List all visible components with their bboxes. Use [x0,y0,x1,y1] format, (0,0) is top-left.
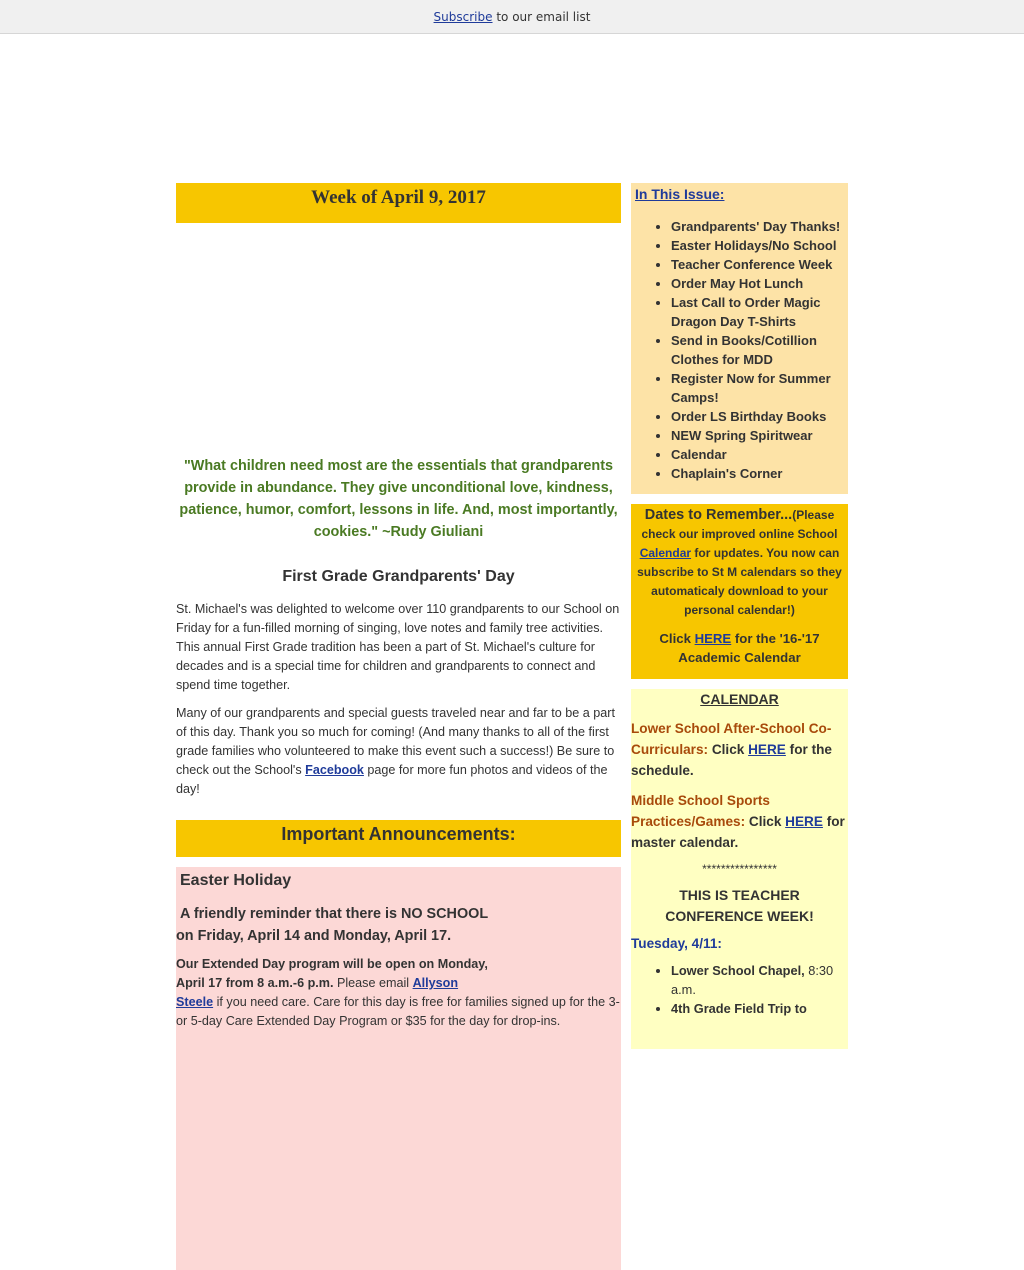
dates-heading: Dates to Remember... [644,507,793,523]
subscribe-link[interactable]: Subscribe [433,10,493,24]
article-paragraph-2 [176,704,621,799]
toc-item: • Calendar [671,445,848,464]
toc-item: • Easter Holidays/No School [671,236,848,255]
ls-click: Click [708,742,749,757]
ext-bold-1: Our Extended Day program will be open on Monday, [176,957,488,971]
toc-item: • Send in Books/Cotillion Clothes for MDD [671,331,848,369]
dates-text-2: for updates. You now can subscribe to St M calendars so they automaticaly download to your personal calendar!) [637,546,842,617]
quote: "What children need most are the essentials that grandparents provide in abundance. They give unconditional love, kindness, patience, humor, comfort, lessons in life. And, most importantly, cookies." ~Rudy Giuliani [179,458,618,540]
toc-item: • Register Now for Summer Camps! [671,369,848,407]
toc-item: • Order May Hot Lunch [671,274,848,293]
dates-to-remember-box [631,504,848,679]
event-name: Lower School Chapel, [671,963,805,978]
in-this-issue-box [631,183,848,494]
para2-text-end: page for more fun photos and videos of the day! [176,763,608,796]
ms-click: Click [745,814,786,829]
online-calendar-link[interactable]: Calendar [639,546,692,560]
in-this-issue-heading[interactable]: In This Issue: [635,186,725,202]
event-time: 8:30 a.m. [671,963,834,997]
ls-label: Lower School After-School Co-Curriculars: [631,721,832,757]
ms-master-calendar-here-link[interactable]: HERE [785,814,823,829]
toc-item: • Order LS Birthday Books [671,407,848,426]
dates-text-1: (Please check our improved online School [641,508,838,541]
ext-text-1: Please email [333,976,413,990]
calendar-event [671,961,848,999]
click-text: Click [659,631,695,646]
no-school-reminder [176,903,621,947]
easter-title: Easter Holiday [180,872,292,889]
extended-day-info [176,955,621,1031]
toc-item: • Chaplain's Corner [671,464,848,483]
event-name: 4th Grade Field Trip to [671,1001,807,1016]
toc-item: • Teacher Conference Week [671,255,848,274]
ms-after: for master calendar. [631,814,845,850]
divider-stars: **************** [702,862,777,876]
hero-image-placeholder [176,223,621,455]
easter-holiday-box [176,867,621,1270]
main-column [176,183,621,1270]
teacher-line-2: CONFERENCE WEEK! [665,908,814,924]
dates-intro [631,504,848,620]
calendar-events [631,961,848,1018]
subscribe-text: to our email list [496,10,591,24]
toc-item: • Last Call to Order Magic Dragon Day T-Shirts [671,293,848,331]
para2-text: Many of our grandparents and special guests traveled near and far to be a part of this day. Thank you so much for coming! (And many thanks to all of the first grade families who volunteered to make this event such a success!) Be sure to check out the School's [176,706,615,777]
ls-cocurriculars [631,718,848,781]
calendar-event [671,999,848,1018]
toc-list [631,217,848,483]
link-first-name: Allyson [412,976,459,990]
teacher-line-1: THIS IS TEACHER [679,887,800,903]
academic-calendar-text: for the '16-'17 Academic Calendar [678,631,820,665]
academic-calendar-here-link[interactable]: HERE [694,631,732,646]
article-title: First Grade Grandparents' Day [282,568,515,585]
calendar-title: CALENDAR [700,691,779,707]
link-last-name: Steele [176,995,214,1009]
calendar-box [631,689,848,1049]
article-paragraph-1: St. Michael's was delighted to welcome over 110 grandparents to our School on Friday for a fun-filled morning of singing, love notes and family tree activities. This annual First Grade tradition has been a part of St. Michael's culture for decades and is a special time for children and grandparents to connect and spend time together. [176,602,620,692]
calendar-day-heading: Tuesday, 4/11: [631,936,722,951]
toc-item: • NEW Spring Spiritwear [671,426,848,445]
reminder-line-2: on Friday, April 14 and Monday, April 17. [176,928,452,944]
week-title: Week of April 9, 2017 [176,183,621,223]
ext-bold-2: April 17 from 8 a.m.-6 p.m. [176,976,334,990]
facebook-link[interactable]: Facebook [305,763,364,777]
ls-after: for the schedule. [631,742,832,778]
reminder-line-1: A friendly reminder that there is NO SCHOOL [180,906,489,922]
ms-label: Middle School Sports Practices/Games: [631,793,770,829]
ls-schedule-here-link[interactable]: HERE [748,742,786,757]
academic-calendar-line [631,629,848,667]
toc-item: • Grandparents' Day Thanks! [671,217,848,236]
teacher-conference-notice [631,885,848,927]
announcements-heading: Important Announcements: [176,820,621,857]
subscribe-bar [0,0,1024,34]
ms-sports [631,790,848,853]
ext-text-2: if you need care. Care for this day is free for families signed up for the 3- or 5-day Care Extended Day Program or $35 for the day for drop-ins. [176,995,620,1028]
